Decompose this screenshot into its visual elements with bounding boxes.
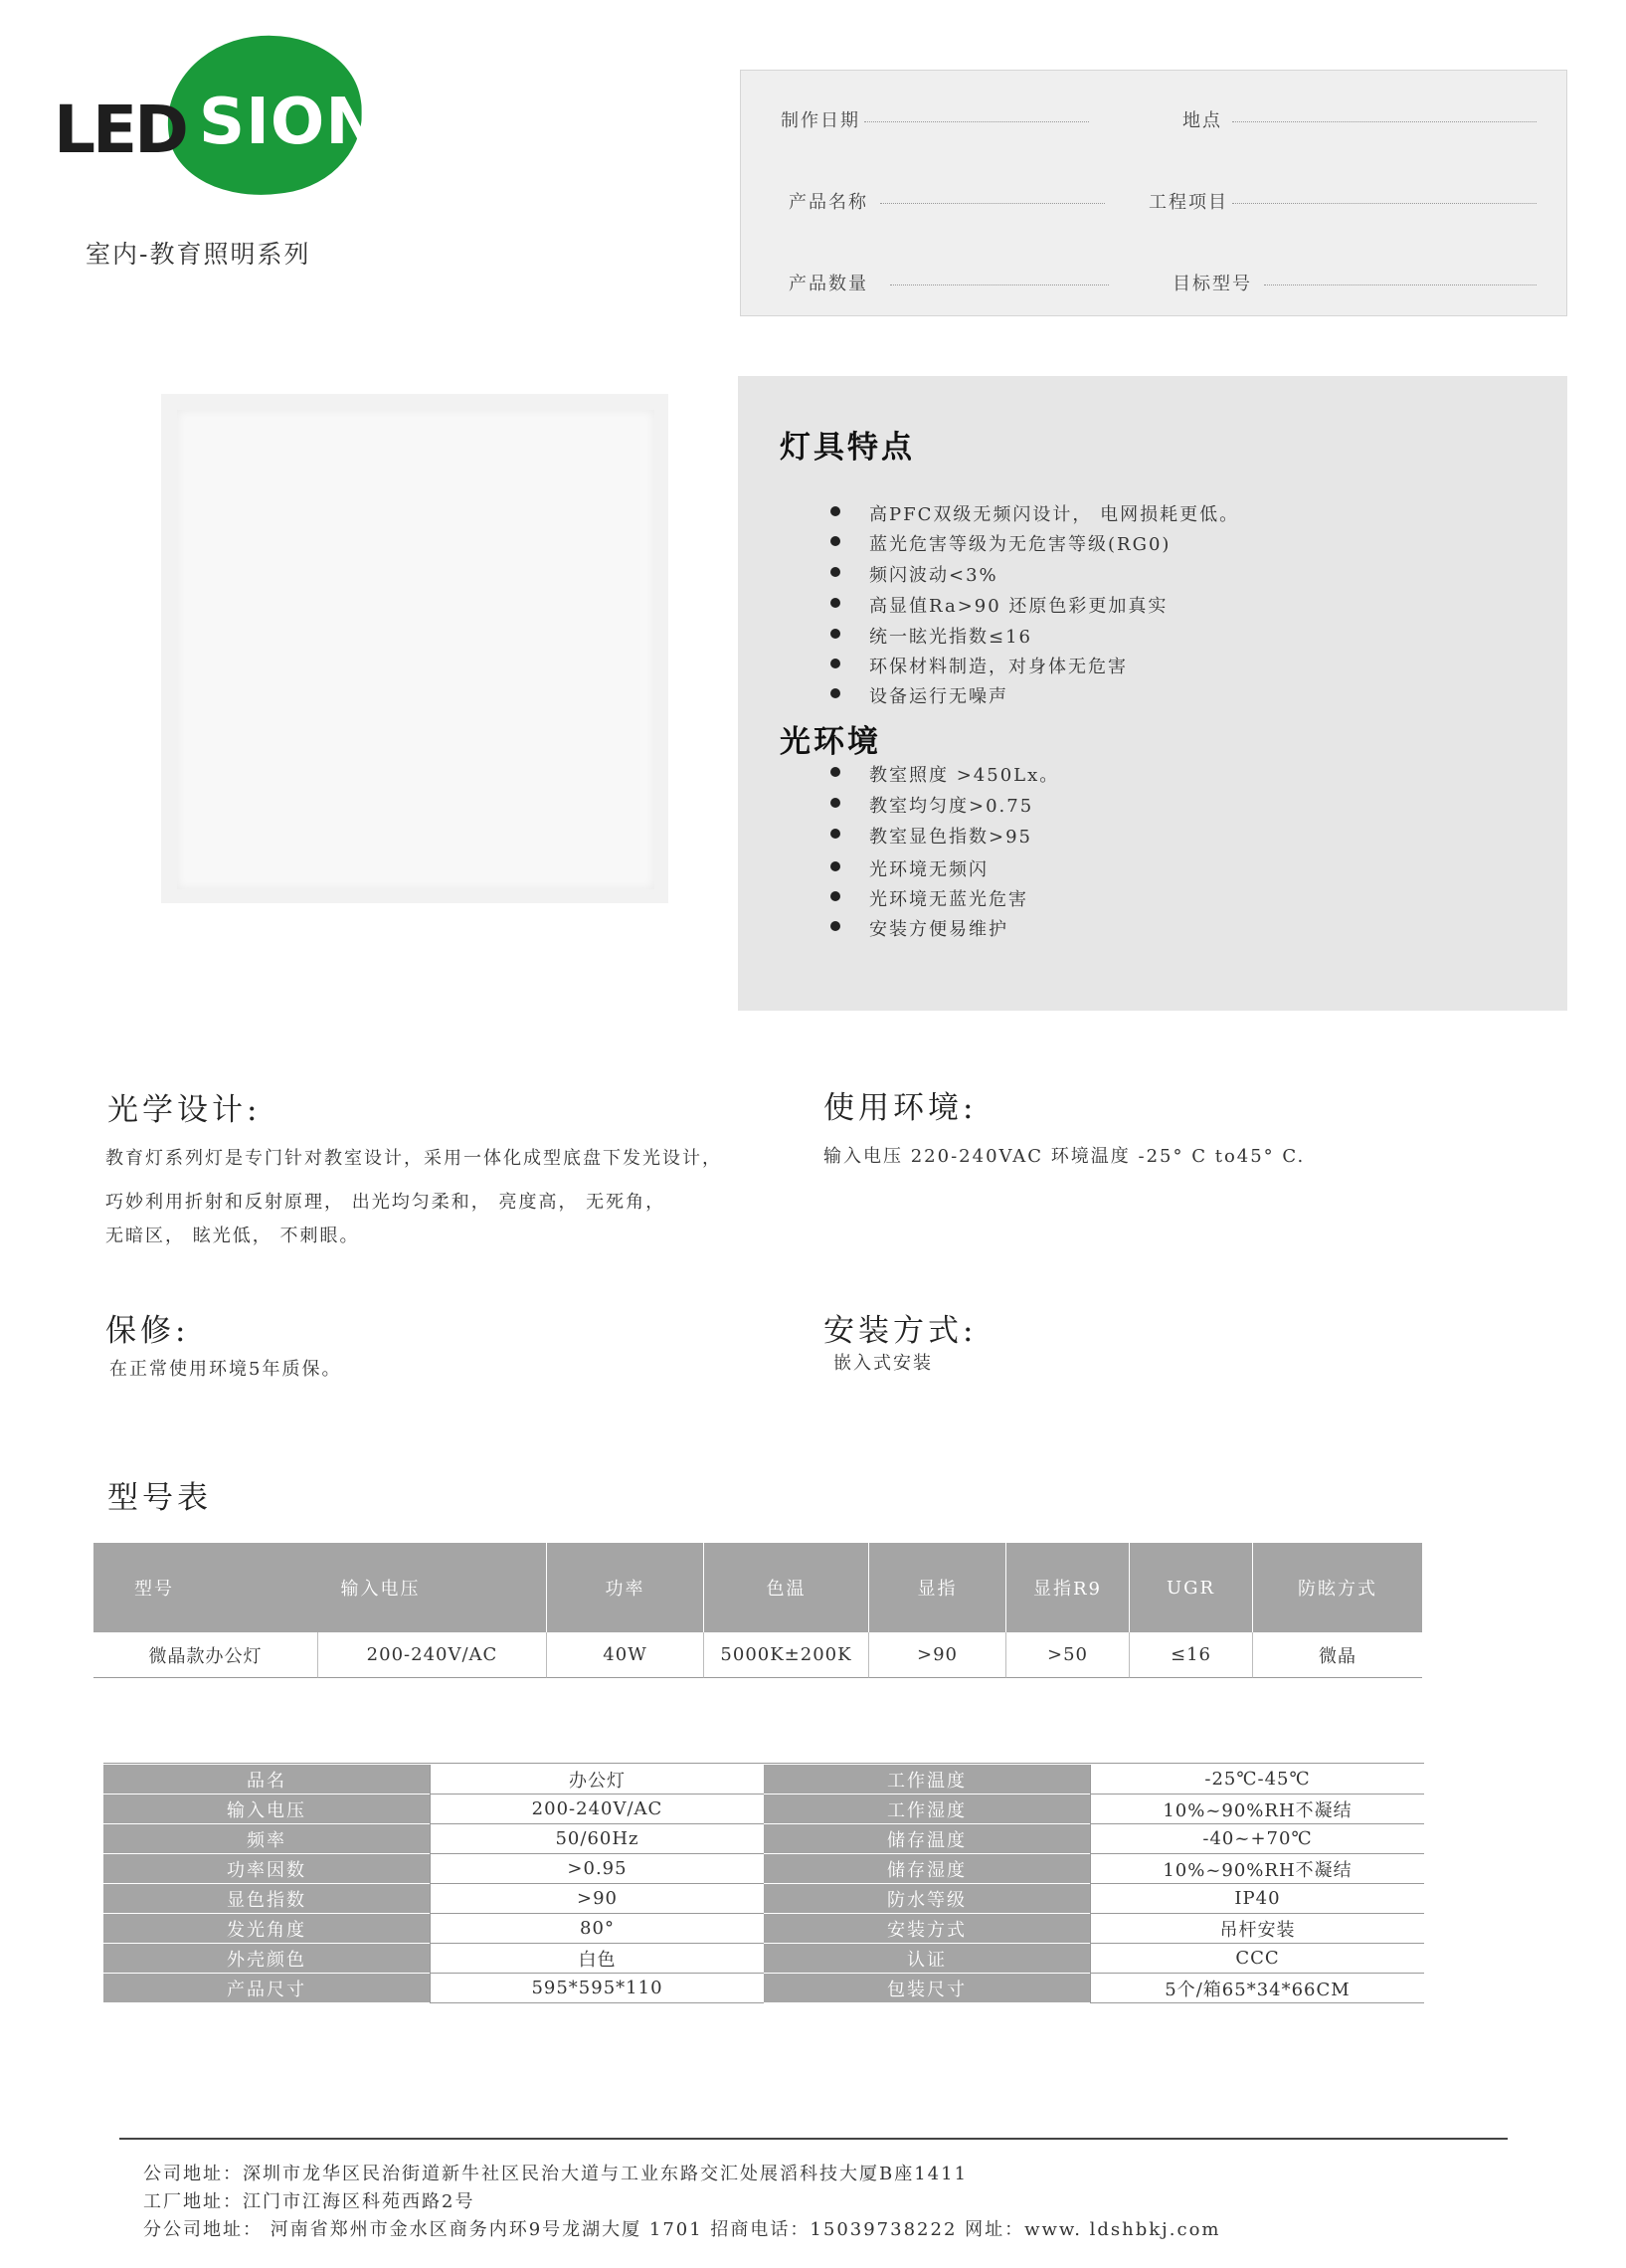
spec-row [103, 1765, 1424, 1795]
spec-key: 频率 [103, 1824, 430, 1854]
warranty-text: 在正常使用环境5年质保。 [109, 1359, 342, 1380]
logo-text-sion: SION [199, 86, 380, 159]
footer-divider [119, 2138, 1508, 2140]
spec-value: 10%~90%RH不凝结 [1090, 1795, 1424, 1824]
features-panel [738, 376, 1567, 1011]
spec-key: 防水等级 [764, 1884, 1090, 1914]
spec-key: 发光角度 [103, 1914, 430, 1944]
spec-row [103, 1884, 1424, 1914]
bullet-icon [830, 767, 840, 777]
spec-key: 品名 [103, 1765, 430, 1795]
install-title: 安装方式: [823, 1313, 978, 1349]
spec-row [103, 1854, 1424, 1884]
model-cell-antiglare: 微晶 [1253, 1632, 1422, 1678]
bullet-icon [830, 506, 840, 516]
light-env-title: 光环境 [780, 724, 881, 760]
spec-value: -40~+70℃ [1090, 1824, 1424, 1854]
model-header-voltage: 输入电压 [215, 1543, 547, 1632]
model-cell-model: 微晶款办公灯 [93, 1632, 318, 1678]
optical-text-line: 教育灯系列灯是专门针对教室设计，采用一体化成型底盘下发光设计， [105, 1148, 722, 1169]
spec-value: >90 [430, 1884, 764, 1914]
logo-text-led: LED [54, 92, 186, 168]
feature-item: 高显值Ra>90 还原色彩更加真实 [869, 592, 1168, 618]
info-line-quantity [890, 284, 1109, 285]
light-env-item: 教室照度 >450Lx。 [869, 761, 1059, 787]
footer-factory-address: 工厂地址：江门市江海区科苑西路2号 [143, 2191, 475, 2212]
light-env-item: 光环境无频闪 [869, 855, 989, 881]
model-header-antiglare: 防眩方式 [1253, 1543, 1422, 1632]
info-label-product-name: 产品名称 [789, 192, 868, 213]
spec-value: 10%~90%RH不凝结 [1090, 1854, 1424, 1884]
spec-key: 工作温度 [764, 1765, 1090, 1795]
info-label-location: 地点 [1182, 110, 1222, 131]
model-table-title: 型号表 [107, 1480, 212, 1516]
spec-value: -25℃-45℃ [1090, 1765, 1424, 1795]
footer-company-address: 公司地址：深圳市龙华区民治街道新牛社区民治大道与工业东路交汇处展滔科技大厦B座1411 [143, 2164, 969, 2184]
feature-item: 蓝光危害等级为无危害等级(RG0) [869, 530, 1171, 556]
spec-key: 功率因数 [103, 1854, 430, 1884]
spec-row [103, 1914, 1424, 1944]
spec-key: 储存温度 [764, 1824, 1090, 1854]
info-form-box [740, 70, 1567, 316]
info-line-date [864, 120, 1089, 122]
model-cell-r9: >50 [1006, 1632, 1130, 1678]
spec-value: 80° [430, 1914, 764, 1944]
model-header-power: 功率 [547, 1543, 704, 1632]
light-env-item: 教室显色指数>95 [869, 823, 1032, 849]
model-cell-power: 40W [547, 1632, 704, 1678]
warranty-title: 保修: [105, 1313, 190, 1349]
spec-table-top-rule [103, 1763, 1424, 1764]
bullet-icon [830, 921, 840, 931]
spec-key: 工作湿度 [764, 1795, 1090, 1824]
model-cell-cri: >90 [869, 1632, 1006, 1678]
spec-key: 认证 [764, 1944, 1090, 1974]
feature-item: 统一眩光指数≤16 [869, 623, 1032, 649]
bullet-icon [830, 891, 840, 901]
spec-key: 产品尺寸 [103, 1974, 430, 2003]
spec-value: 吊杆安装 [1090, 1914, 1424, 1944]
spec-key: 显色指数 [103, 1884, 430, 1914]
optical-text-line: 巧妙利用折射和反射原理， 出光均匀柔和， 亮度高， 无死角， [105, 1192, 666, 1213]
model-cell-voltage: 200-240V/AC [318, 1632, 547, 1678]
model-header-model: 型号 [93, 1543, 215, 1632]
spec-key: 储存湿度 [764, 1854, 1090, 1884]
bullet-icon [830, 536, 840, 546]
info-label-quantity: 产品数量 [789, 274, 868, 294]
model-cell-ugr: ≤16 [1130, 1632, 1253, 1678]
feature-item: 高PFC双级无频闪设计， 电网损耗更低。 [869, 500, 1239, 526]
info-line-location [1232, 120, 1536, 122]
spec-row [103, 1944, 1424, 1974]
spec-value: 5个/箱65*34*66CM [1090, 1974, 1424, 2003]
light-env-item: 安装方便易维护 [869, 915, 1008, 941]
spec-row [103, 1795, 1424, 1824]
light-env-item: 光环境无蓝光危害 [869, 885, 1028, 911]
spec-key: 输入电压 [103, 1795, 430, 1824]
spec-value: 白色 [430, 1944, 764, 1974]
spec-value: 办公灯 [430, 1765, 764, 1795]
model-header-cri: 显指 [869, 1543, 1006, 1632]
bullet-icon [830, 688, 840, 698]
spec-row [103, 1824, 1424, 1854]
info-label-target-model: 目标型号 [1173, 274, 1252, 294]
model-header-cct: 色温 [704, 1543, 869, 1632]
optical-text-line: 无暗区， 眩光低， 不刺眼。 [105, 1226, 360, 1246]
feature-item: 环保材料制造，对身体无危害 [869, 653, 1128, 678]
usage-text: 输入电压 220-240VAC 环境温度 -25° C to45° C. [823, 1146, 1306, 1167]
spec-value: 50/60Hz [430, 1824, 764, 1854]
spec-value: IP40 [1090, 1884, 1424, 1914]
light-env-item: 教室均匀度>0.75 [869, 792, 1033, 818]
spec-value: 200-240V/AC [430, 1795, 764, 1824]
spec-row [103, 1974, 1424, 2003]
features-title: 灯具特点 [780, 430, 915, 466]
bullet-icon [830, 798, 840, 808]
bullet-icon [830, 567, 840, 577]
bullet-icon [830, 861, 840, 871]
bullet-icon [830, 598, 840, 608]
spec-value: CCC [1090, 1944, 1424, 1974]
info-line-product-name [880, 202, 1105, 204]
usage-title: 使用环境: [823, 1090, 978, 1126]
feature-item: 设备运行无噪声 [869, 682, 1008, 708]
series-title: 室内-教育照明系列 [86, 240, 311, 269]
install-text: 嵌入式安装 [833, 1353, 933, 1374]
info-label-project: 工程项目 [1149, 192, 1228, 213]
spec-value: 595*595*110 [430, 1974, 764, 2003]
model-header-ugr: UGR [1130, 1543, 1253, 1632]
optical-title: 光学设计: [107, 1092, 262, 1128]
spec-value: >0.95 [430, 1854, 764, 1884]
bullet-icon [830, 829, 840, 839]
model-header-r9: 显指R9 [1006, 1543, 1130, 1632]
info-line-target-model [1264, 284, 1536, 285]
spec-key: 外壳颜色 [103, 1944, 430, 1974]
info-label-date: 制作日期 [781, 110, 860, 131]
product-panel-face [177, 410, 654, 889]
bullet-icon [830, 629, 840, 639]
info-line-project [1232, 202, 1536, 204]
spec-key: 包装尺寸 [764, 1974, 1090, 2003]
model-cell-cct: 5000K±200K [704, 1632, 869, 1678]
footer-branch-address: 分公司地址： 河南省郑州市金水区商务内环9号龙湖大厦 1701 招商电话：15039738222 网址：www. ldshbkj.com [143, 2219, 1221, 2240]
spec-key: 安装方式 [764, 1914, 1090, 1944]
feature-item: 频闪波动<3% [869, 561, 998, 587]
bullet-icon [830, 659, 840, 668]
